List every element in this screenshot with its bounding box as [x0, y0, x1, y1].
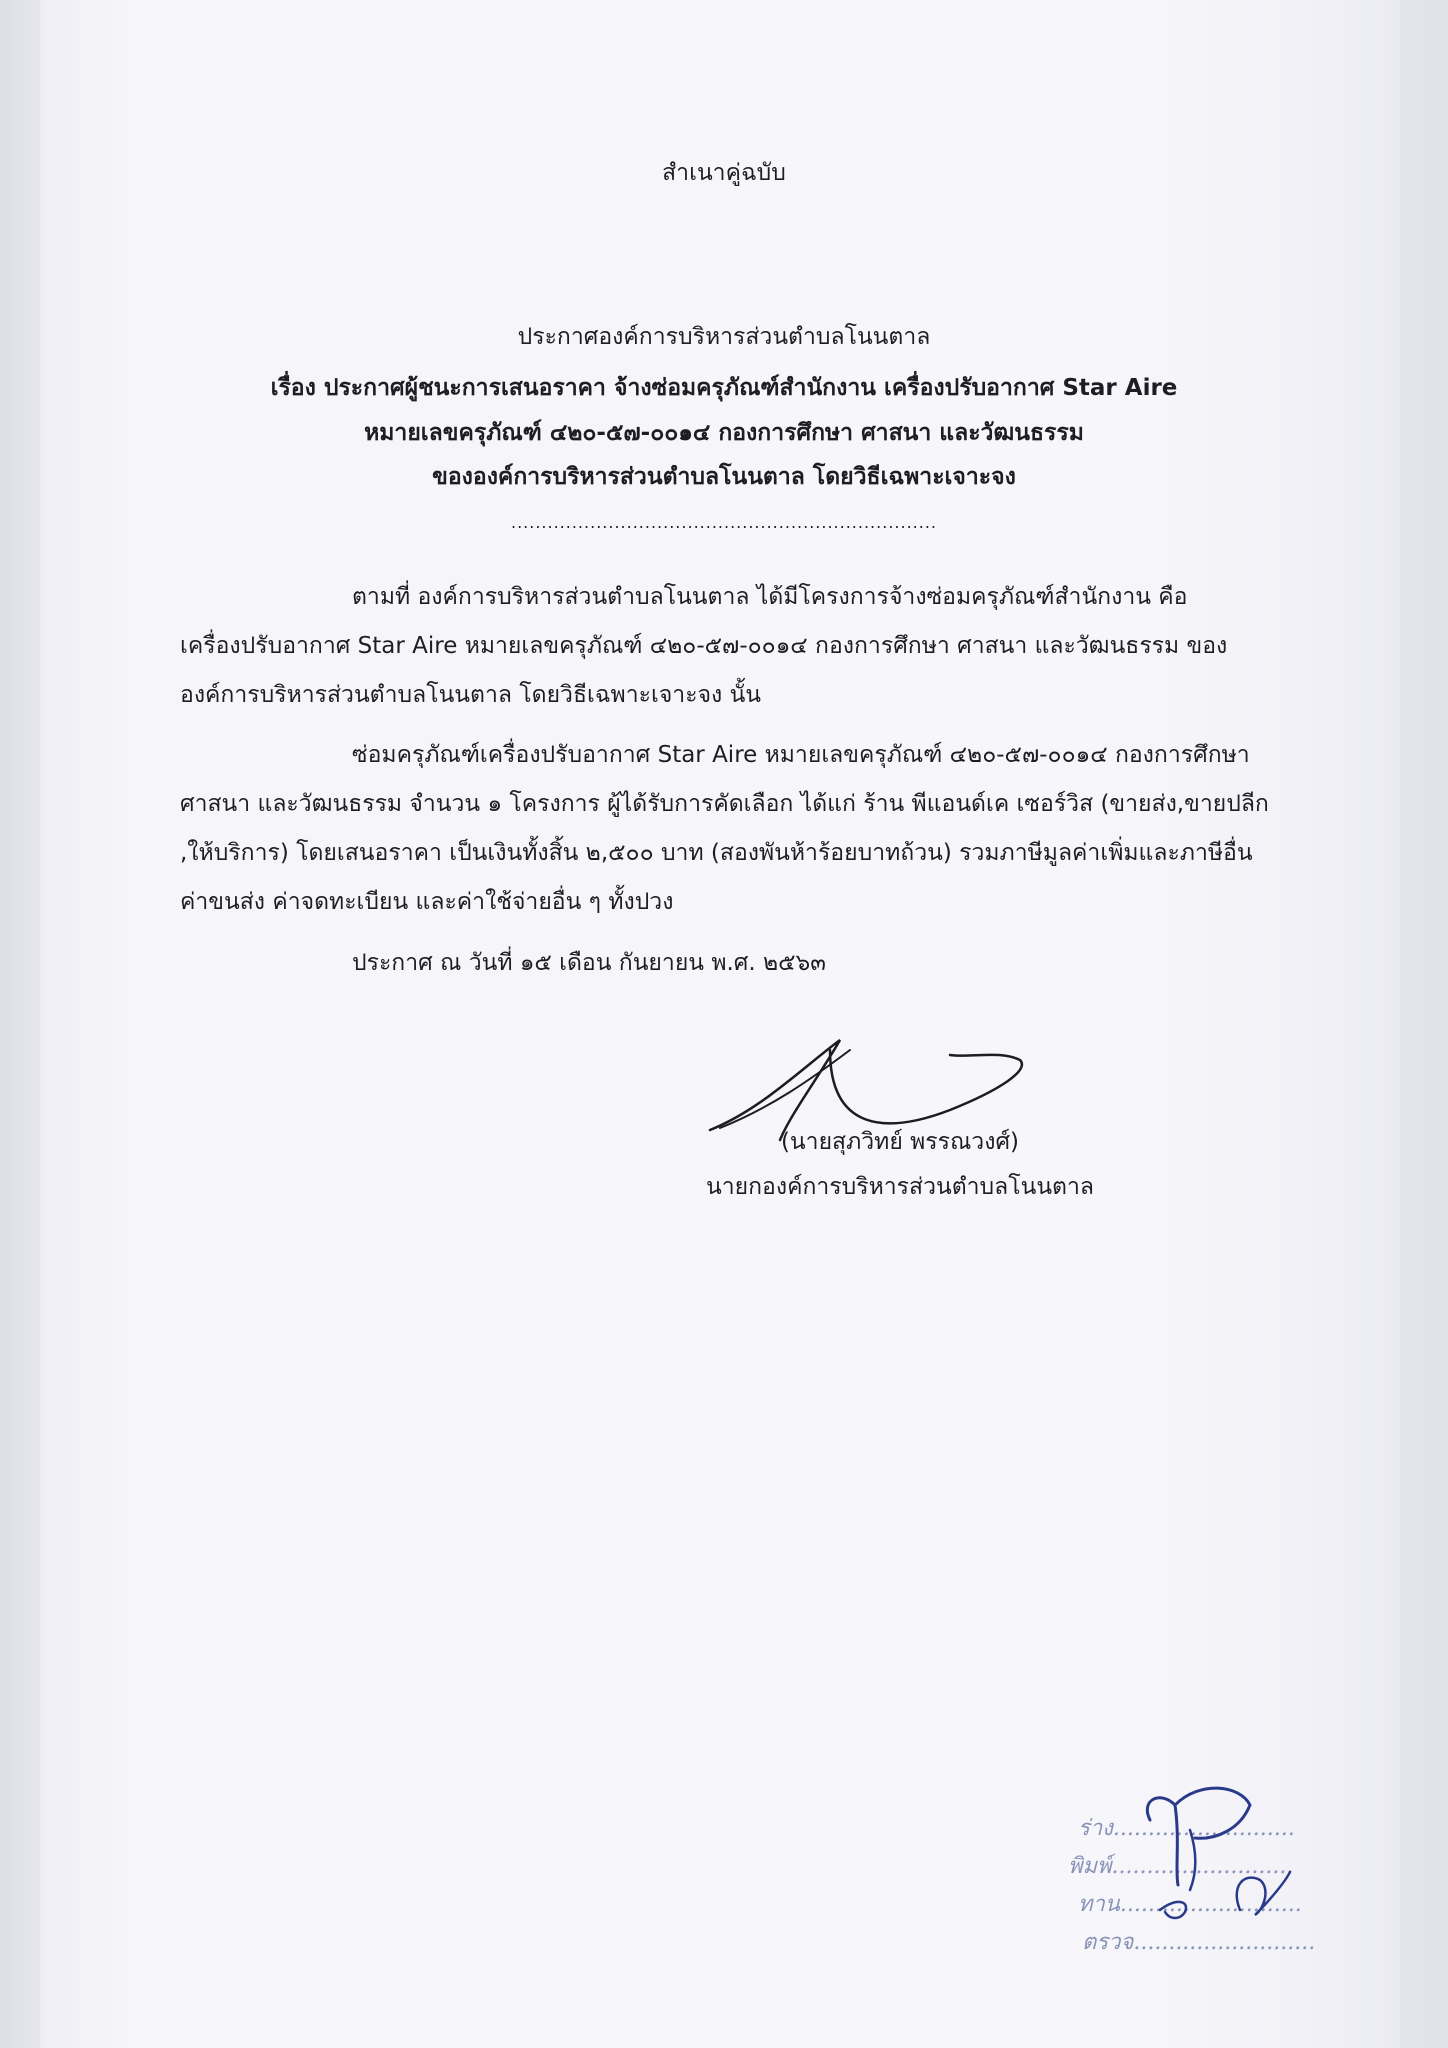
paragraph1-line2: เครื่องปรับอากาศ Star Aire หมายเลขครุภัณฑ์ ๔๒๐-๕๗-๐๐๑๔ กองการศึกษา ศาสนา และวัฒนธรรม ของ	[180, 633, 1228, 659]
stamp-row-checked: ตรวจ..........................	[1082, 1930, 1316, 1955]
signatory-position: นายกองค์การบริหารส่วนตำบลโนนตาล	[705, 1174, 1094, 1200]
procurement-method-line: ขององค์การบริหารส่วนตำบลโนนตาล โดยวิธีเฉพาะเจาะจง	[432, 464, 1016, 490]
stamp-row-draft: ร่าง..........................	[1078, 1816, 1295, 1841]
announcement-date: ประกาศ ณ วันที่ ๑๕ เดือน กันยายน พ.ศ. ๒๕๖๓	[352, 950, 826, 976]
paragraph1-line1: ตามที่ องค์การบริหารส่วนตำบลโนนตาล ได้มีโครงการจ้างซ่อมครุภัณฑ์สำนักงาน คือ	[352, 584, 1188, 610]
scan-edge-shadow	[0, 0, 40, 2048]
copy-header: สำเนาคู่ฉบับ	[662, 160, 786, 186]
announcement-title: ประกาศองค์การบริหารส่วนตำบลโนนตาล	[517, 324, 931, 350]
paragraph2-line1: ซ่อมครุภัณฑ์เครื่องปรับอากาศ Star Aire หมายเลขครุภัณฑ์ ๔๒๐-๕๗-๐๐๑๔ กองการศึกษา	[352, 742, 1250, 768]
signatory-name: (นายสุภวิทย์ พรรณวงศ์)	[780, 1129, 1020, 1155]
initials-ink-marks	[1120, 1760, 1340, 1940]
title-separator: ......................................................................	[510, 513, 937, 532]
paragraph1-line3: องค์การบริหารส่วนตำบลโนนตาล โดยวิธีเฉพาะเจาะจง นั้น	[180, 682, 762, 708]
paragraph2-line3: ,ให้บริการ) โดยเสนอราคา เป็นเงินทั้งสิ้น ๒,๕๐๐ บาท (สองพันห้าร้อยบาทถ้วน) รวมภาษีมูลค่าเพิ่มและภาษีอื่น	[180, 840, 1253, 866]
announcement-subject: เรื่อง ประกาศผู้ชนะการเสนอราคา จ้างซ่อมครุภัณฑ์สำนักงาน เครื่องปรับอากาศ Star Aire	[270, 375, 1178, 401]
paragraph2-line2: ศาสนา และวัฒนธรรม จำนวน ๑ โครงการ ผู้ได้รับการคัดเลือก ได้แก่ ร้าน พีแอนด์เค เซอร์วิส (ขายส่ง,ขายปลีก	[180, 791, 1269, 817]
stamp-row-proofread: ทาน..........................	[1078, 1892, 1302, 1917]
stamp-row-typed: พิมพ์..........................	[1068, 1854, 1294, 1879]
paragraph2-line4: ค่าขนส่ง ค่าจดทะเบียน และค่าใช้จ่ายอื่น ๆ ทั้งปวง	[180, 889, 674, 915]
asset-number-line: หมายเลขครุภัณฑ์ ๔๒๐-๕๗-๐๐๑๔ กองการศึกษา ศาสนา และวัฒนธรรม	[364, 420, 1084, 446]
scan-edge-shadow	[1400, 0, 1448, 2048]
